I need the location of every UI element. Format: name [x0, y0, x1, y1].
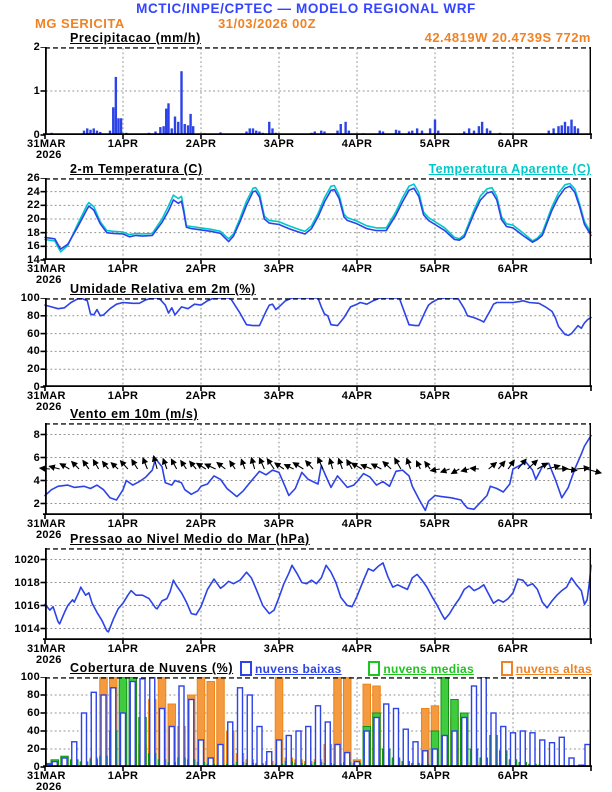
- x-axis-year-label: 2026: [36, 654, 62, 666]
- x-axis-label: 31MAR: [27, 263, 66, 275]
- y-axis-label: 0: [33, 129, 40, 141]
- y-axis-label: 16: [27, 240, 40, 253]
- x-axis-label: 5APR: [419, 263, 451, 275]
- x-axis-label: 2APR: [185, 263, 217, 275]
- station-label: MG SERICITA: [35, 16, 125, 31]
- x-axis-label: 5APR: [419, 138, 451, 150]
- low-clouds-swatch-icon: [240, 661, 252, 676]
- y-axis-label: 20: [27, 743, 40, 755]
- y-axis-label: 18: [27, 226, 40, 239]
- y-axis-label: 40: [27, 725, 40, 737]
- y-axis-label: 6: [33, 451, 40, 464]
- y-axis-label: 60: [27, 707, 40, 719]
- chart-panel-precipitation: [0, 47, 612, 141]
- x-axis-label: 3APR: [263, 643, 295, 655]
- y-axis-label: 80: [27, 689, 40, 701]
- y-axis-label: 1020: [14, 553, 40, 566]
- panel-title-cloud-cover: Cobertura de Nuvens (%): [70, 661, 234, 675]
- mid-clouds-swatch-icon: [368, 661, 380, 676]
- y-axis-label: 40: [27, 345, 40, 358]
- x-axis-label: 31MAR: [27, 518, 66, 530]
- y-axis-label: 0: [33, 761, 40, 773]
- x-axis-year-label: 2026: [36, 274, 62, 286]
- chart-panel-relative-humidity-2m: [0, 298, 612, 393]
- legend-item-high-clouds: [501, 661, 592, 676]
- y-axis-label: 1: [33, 85, 40, 97]
- x-axis-label: 6APR: [497, 518, 529, 530]
- x-axis-label: 3APR: [263, 138, 295, 150]
- x-axis-label: 4APR: [341, 138, 373, 150]
- x-axis-label: 31MAR: [27, 770, 66, 782]
- x-axis-label: 2APR: [185, 518, 217, 530]
- legend-item-low-clouds: [240, 661, 342, 676]
- x-axis-label: 3APR: [263, 263, 295, 275]
- y-axis-label: 4: [33, 474, 40, 487]
- x-axis-label: 6APR: [497, 138, 529, 150]
- x-axis-label: 6APR: [497, 643, 529, 655]
- x-axis-label: 5APR: [419, 390, 451, 402]
- y-axis-label: 2: [33, 41, 40, 53]
- y-axis-label: 2: [33, 497, 40, 510]
- chart-panel-temperature-2m: [0, 178, 612, 266]
- chart-panel-wind-10m: [0, 423, 612, 521]
- x-axis-label: 3APR: [263, 390, 295, 402]
- page-title: MCTIC/INPE/CPTEC — MODELO REGIONAL WRF: [136, 1, 476, 16]
- low-clouds-legend-label: nuvens baixas: [255, 661, 342, 676]
- y-axis-label: 1014: [14, 622, 40, 635]
- location-coordinates-label: 42.4819W 20.4739S 772m: [424, 30, 591, 45]
- y-axis-label: 22: [27, 199, 40, 212]
- x-axis-label: 2APR: [185, 138, 217, 150]
- x-axis-label: 6APR: [497, 263, 529, 275]
- panel-title-wind: Vento em 10m (m/s): [70, 407, 199, 421]
- x-axis-label: 1APR: [107, 390, 139, 402]
- panel-title-pressure: Pressao ao Nivel Medio do Mar (hPa): [70, 532, 310, 546]
- y-axis-label: 60: [27, 327, 40, 340]
- x-axis-year-label: 2026: [36, 529, 62, 541]
- panel-title-humidity: Umidade Relativa em 2m (%): [70, 282, 256, 296]
- x-axis-label: 1APR: [107, 263, 139, 275]
- high-clouds-legend-label: nuvens altas: [515, 661, 592, 676]
- x-axis-year-label: 2026: [36, 781, 62, 792]
- x-axis-label: 1APR: [107, 770, 139, 782]
- x-axis-label: 31MAR: [27, 138, 66, 150]
- x-axis-label: 31MAR: [27, 390, 66, 402]
- y-axis-label: 100: [20, 292, 40, 304]
- y-axis-label: 20: [27, 363, 40, 376]
- legend-item-mid-clouds: [368, 661, 474, 676]
- x-axis-label: 4APR: [341, 263, 373, 275]
- x-axis-label: 1APR: [107, 138, 139, 150]
- cloud-legend: [240, 661, 592, 676]
- x-axis-label: 4APR: [341, 643, 373, 655]
- x-axis-label: 5APR: [419, 643, 451, 655]
- run-datetime-label: 31/03/2026 00Z: [218, 16, 317, 31]
- y-axis-label: 0: [33, 381, 40, 393]
- x-axis-label: 3APR: [263, 518, 295, 530]
- panel-title-precipitation: Precipitacao (mm/h): [70, 31, 201, 45]
- x-axis-year-label: 2026: [36, 401, 62, 413]
- y-axis-label: 14: [27, 254, 40, 266]
- x-axis-label: 2APR: [185, 643, 217, 655]
- apparent-temperature-legend-label: Temperatura Aparente (C): [428, 162, 591, 176]
- x-axis-label: 5APR: [419, 770, 451, 782]
- x-axis-label: 31MAR: [27, 643, 66, 655]
- x-axis-label: 6APR: [497, 390, 529, 402]
- chart-panel-cloud-cover: [0, 677, 612, 773]
- y-axis-label: 1016: [14, 599, 40, 612]
- y-axis-label: 1018: [14, 576, 40, 589]
- x-axis-label: 1APR: [107, 643, 139, 655]
- y-axis-label: 20: [27, 213, 40, 225]
- x-axis-label: 3APR: [263, 770, 295, 782]
- x-axis-label: 4APR: [341, 390, 373, 402]
- x-axis-label: 6APR: [497, 770, 529, 782]
- mid-clouds-legend-label: nuvens medias: [383, 661, 474, 676]
- y-axis-label: 8: [33, 428, 40, 441]
- x-axis-label: 2APR: [185, 390, 217, 402]
- panel-title-temperature: 2-m Temperatura (C): [70, 162, 203, 176]
- chart-panel-mean-sea-level-pressure: [0, 548, 612, 646]
- y-axis-label: 100: [20, 671, 40, 683]
- y-axis-label: 24: [27, 185, 40, 198]
- x-axis-label: 1APR: [107, 518, 139, 530]
- y-axis-label: 80: [27, 309, 40, 322]
- x-axis-label: 5APR: [419, 518, 451, 530]
- high-clouds-swatch-icon: [501, 661, 513, 676]
- x-axis-label: 4APR: [341, 518, 373, 530]
- y-axis-label: 26: [27, 172, 40, 184]
- x-axis-year-label: 2026: [36, 149, 62, 161]
- x-axis-label: 4APR: [341, 770, 373, 782]
- x-axis-label: 2APR: [185, 770, 217, 782]
